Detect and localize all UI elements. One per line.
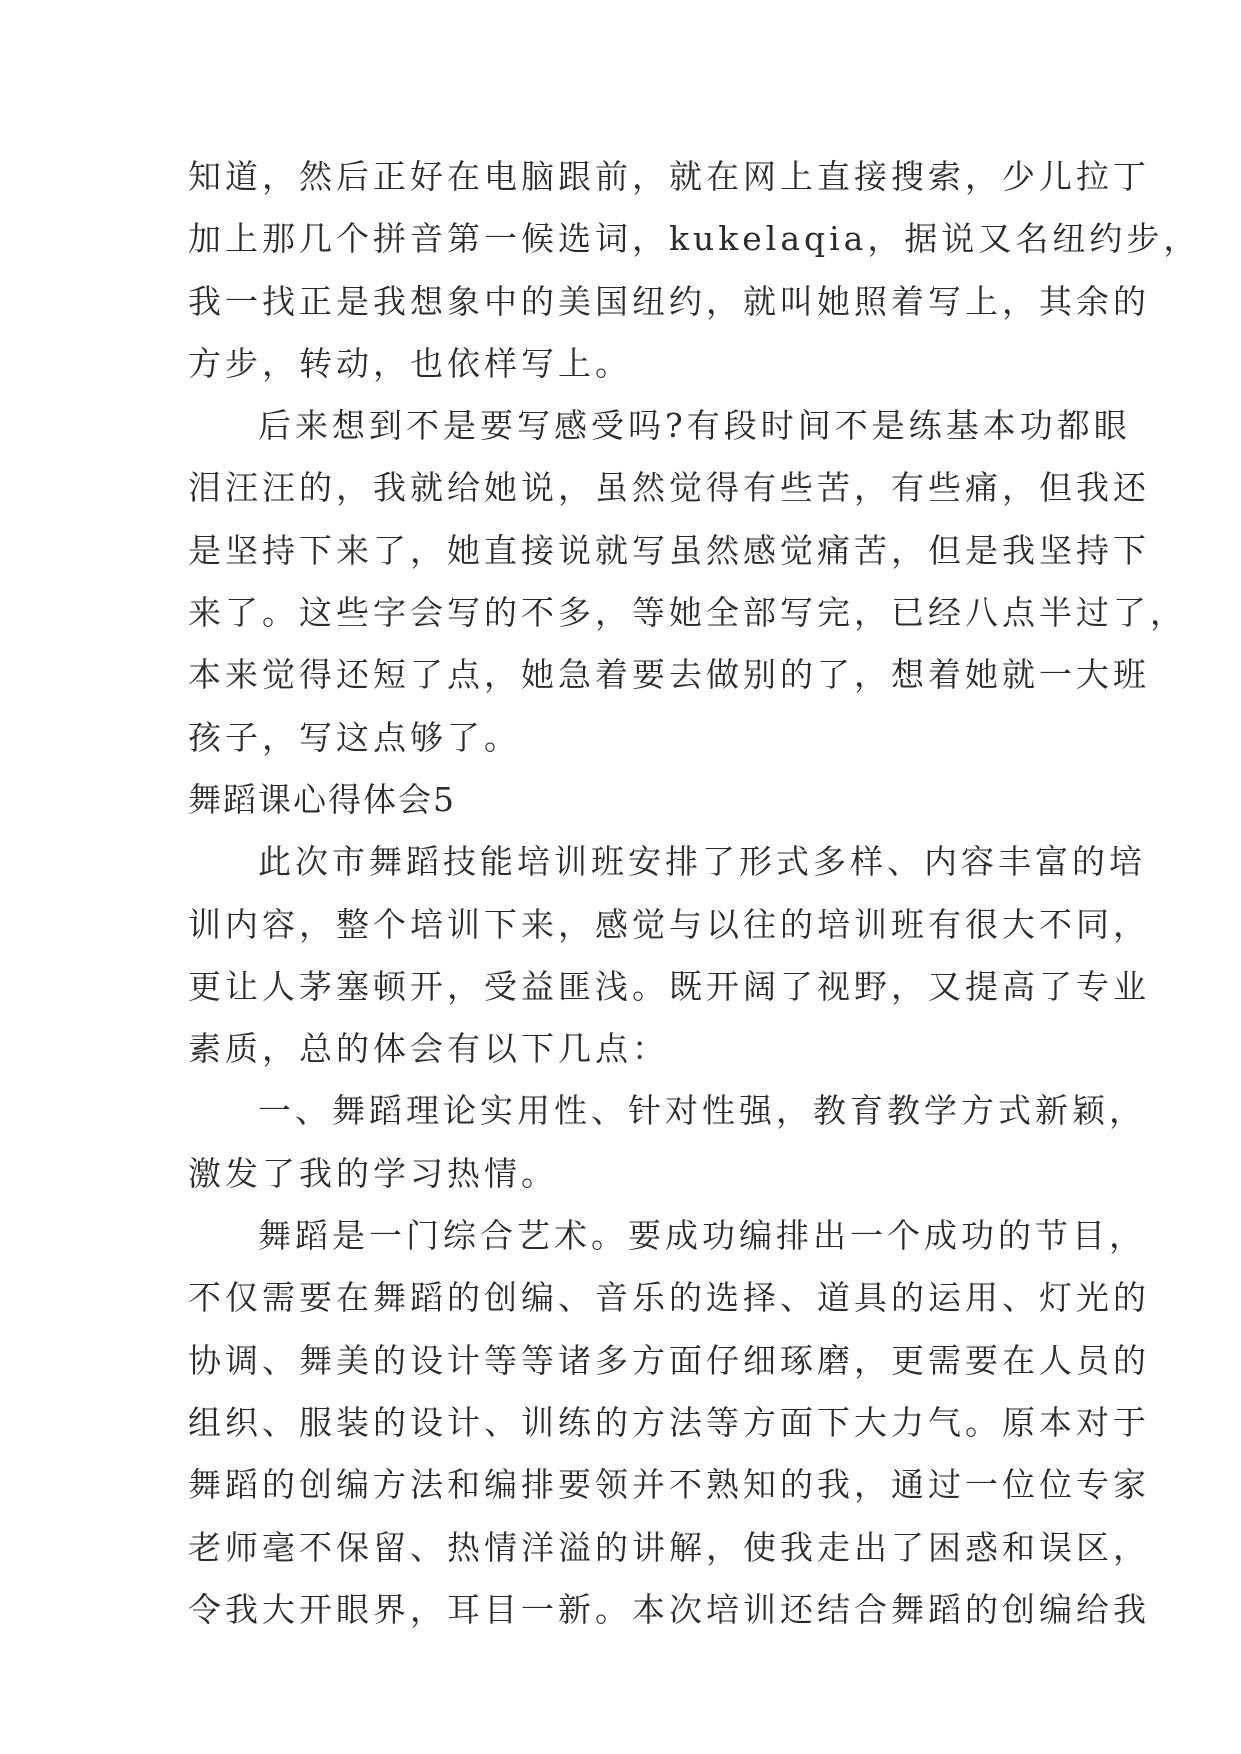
paragraph-start-line: 舞蹈是一门综合艺术。要成功编排出一个成功的节目， [258, 1216, 1146, 1256]
text-line: 是坚持下来了，她直接说就写虽然感觉痛苦，但是我坚持下 [188, 530, 1150, 570]
text-line: 加上那几个拼音第一候选词，kukelaqia，据说又名纽约步， [188, 219, 1201, 259]
text-line: 协调、舞美的设计等等诸多方面仔细琢磨，更需要在人员的 [188, 1340, 1150, 1380]
text-line: 来了。这些字会写的不多，等她全部写完，已经八点半过了， [188, 593, 1187, 633]
text-line: 本来觉得还短了点，她急着要去做别的了，想着她就一大班 [188, 655, 1150, 695]
text-line: 训内容，整个培训下来，感觉与以往的培训班有很大不同， [188, 904, 1150, 944]
paragraph-start-line: 一、舞蹈理论实用性、针对性强，教育教学方式新颖， [258, 1091, 1146, 1131]
document-body [188, 146, 1201, 1641]
text-line: 方步，转动，也依样写上。 [188, 343, 632, 383]
text-line: 孩子，写这点够了。 [188, 717, 521, 757]
text-line: 泪汪汪的，我就给她说，虽然觉得有些苦，有些痛，但我还 [188, 468, 1150, 508]
paragraph-start-line: 后来想到不是要写感受吗?有段时间不是练基本功都眼 [258, 406, 1131, 446]
text-line: 素质，总的体会有以下几点： [188, 1029, 669, 1069]
text-line: 令我大开眼界，耳目一新。本次培训还结合舞蹈的创编给我 [188, 1589, 1150, 1629]
section-heading: 舞蹈课心得体会5 [188, 779, 456, 819]
text-line: 更让人茅塞顿开，受益匪浅。既开阔了视野，又提高了专业 [188, 966, 1150, 1006]
text-line: 我一找正是我想象中的美国纽约，就叫她照着写上，其余的 [188, 281, 1150, 321]
paragraph-start-line: 此次市舞蹈技能培训班安排了形式多样、内容丰富的培 [258, 842, 1146, 882]
text-line: 激发了我的学习热情。 [188, 1153, 558, 1193]
text-line: 舞蹈的创编方法和编排要领并不熟知的我，通过一位位专家 [188, 1465, 1150, 1505]
text-line: 知道，然后正好在电脑跟前，就在网上直接搜索，少儿拉丁 [188, 157, 1150, 196]
text-line: 不仅需要在舞蹈的创编、音乐的选择、道具的运用、灯光的 [188, 1278, 1150, 1318]
text-line: 组织、服装的设计、训练的方法等方面下大力气。原本对于 [188, 1402, 1150, 1442]
text-line: 老师毫不保留、热情洋溢的讲解，使我走出了困惑和误区， [188, 1527, 1150, 1567]
